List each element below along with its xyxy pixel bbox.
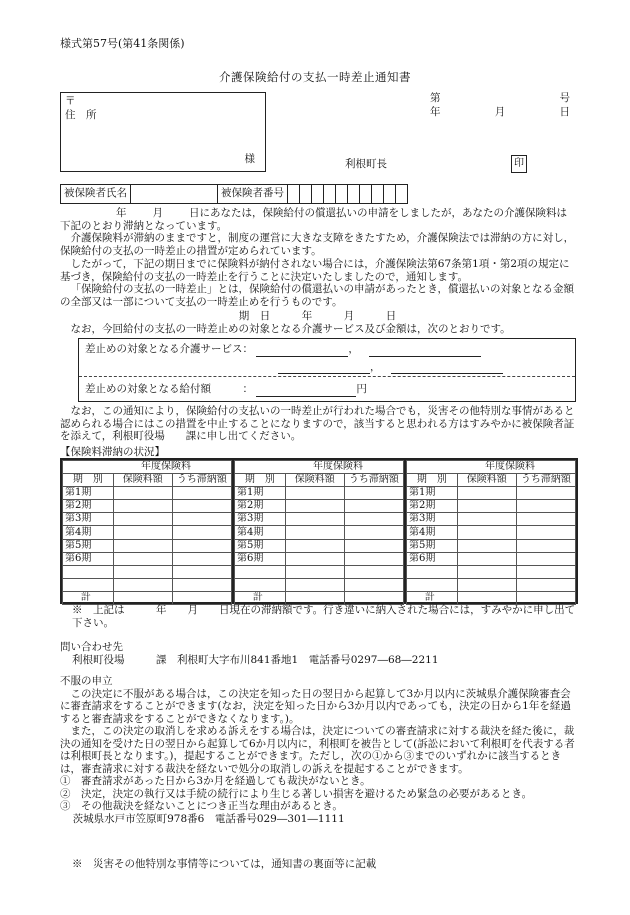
arrears-note: ※ 上記は 年 月 日現在の滞納額です。行き違いに納入された場合には，すみやかに申し出て下さい。 (72, 604, 576, 629)
insured-number-digit[interactable] (372, 185, 384, 204)
paragraph-decision: したがって，下記の期日までに保険料が納付されない場合には，介護保険法第67条第1項・第2項の規定に基づき，保険給付の支払の一時差止を行うことに決定いたしましたので，通知します。 (60, 257, 570, 283)
appeal-section (60, 675, 576, 825)
contact-line: 利根町役場 課 利根町大字布川841番地1 電話番号0297―68―2211 (72, 654, 439, 666)
seal-mark: 印 (511, 155, 527, 173)
insured-number-digit[interactable] (288, 185, 300, 204)
target-service-field[interactable] (369, 345, 481, 357)
insured-name-label: 被保険者氏名 (61, 185, 131, 204)
issue-date: 年 月 日 (430, 106, 570, 118)
target-amount-row (85, 383, 367, 397)
table-row: 第3期 (407, 513, 576, 526)
table-row: 第1期 (235, 487, 404, 500)
issuer: 利根町長 (345, 158, 387, 170)
table-row (407, 565, 576, 578)
table-row-total: 計 (407, 591, 576, 604)
insured-number-digit[interactable] (348, 185, 360, 204)
table-row (63, 578, 232, 591)
arrears-year-block: 年度保険料 期 別 保険料額 うち滞納額 第1期 第2期 第3期 第4期 第5期 第6期 計 (406, 460, 576, 602)
paragraph-definition: 「保険給付の支払の一時差止」とは，保険給付の償還払いの申請があったとき，償還払いの対象となる金額の全部又は一部について支払の一時差止めを行うものです。 (60, 283, 574, 308)
contact-heading: 問い合わせ先 (60, 641, 123, 653)
form-number: 様式第57号(第41条関係) (60, 37, 185, 50)
appeal-heading: 不服の申立 (60, 675, 113, 687)
appeal-office: 茨城県水戸市笠原町978番6 電話番号029―301―1111 (72, 812, 345, 825)
arrears-year-block: 年度保険料 期 別 保険料額 うち滞納額 第1期 第2期 第3期 第4期 第5期 第6期 計 (62, 460, 234, 602)
table-row: 第1期 (63, 487, 232, 500)
table-row (235, 565, 404, 578)
insured-number-digit[interactable] (300, 185, 312, 204)
honorific: 様 (244, 153, 255, 166)
table-row: 第5期 (235, 539, 404, 552)
notice-body-2 (60, 405, 575, 443)
deadline: 期 日 年 月 日 (238, 309, 397, 322)
insured-identity-table (60, 184, 408, 204)
insured-name-field[interactable] (131, 185, 218, 204)
insured-number-digit[interactable] (360, 185, 372, 204)
insured-number-digit[interactable] (384, 185, 396, 204)
target-service-field[interactable] (256, 345, 348, 357)
table-row: 第6期 (235, 552, 404, 565)
document-number: 第 号 (430, 92, 570, 104)
table-row (235, 578, 404, 591)
appeal-paragraph-review: この決定に不服がある場合は，この決定を知った日の翌日から起算して3か月以内に茨城県介護保険審査会に審査請求をすることができます(なお，決定を知った日から3か月以内であっても，決定の日から1年を経過すると審査請求をすることができなくなります。)。 (60, 687, 571, 725)
table-row: 第2期 (235, 500, 404, 513)
table-row: 第3期 (235, 513, 404, 526)
table-row: 第6期 (63, 552, 232, 565)
table-row-total: 計 (63, 591, 232, 604)
insured-number-digit[interactable] (324, 185, 336, 204)
table-row: 第2期 (63, 500, 232, 513)
paragraph-exception: なお，この通知により，保険給付の支払いの一時差止が行われた場合でも，災害その他特別な事情があると認められる場合にはこの措置を中止することになりますので，該当すると思われる方はすみやかに被保険者証を添えて，利根町役場 課に申し出てください。 (60, 405, 575, 443)
table-row: 第4期 (235, 526, 404, 539)
table-row-total: 計 (235, 591, 404, 604)
table-row: 第3期 (63, 513, 232, 526)
arrears-status-heading: 【保険料滞納の状況】 (60, 446, 165, 458)
table-row: 第6期 (407, 552, 576, 565)
insured-number-digit[interactable] (312, 185, 324, 204)
yen-unit: 円 (356, 383, 367, 395)
paragraph-application: 年 月 日にあなたは，保険給付の償還払いの申請をしましたが，あなたの介護保険料は下記のとおり滞納となっています。 (60, 207, 567, 232)
appeal-item: ① 審査請求があった日から3か月を経過しても裁決がないとき。 (60, 775, 371, 787)
contact-section (60, 641, 439, 667)
insured-number-digit[interactable] (396, 185, 408, 204)
target-service-row: 差止めの対象となる介護サービス： ， ， (85, 343, 503, 374)
suspension-target-box (78, 338, 576, 402)
divider (79, 376, 575, 377)
insured-number-digit[interactable] (336, 185, 348, 204)
table-row: 第5期 (407, 539, 576, 552)
paragraph-target-intro: なお，今回給付の支払の一時差止めの対象となる介護サービス及び金額は，次のとおりです。 (70, 323, 511, 336)
table-row (407, 578, 576, 591)
arrears-year-block: 年度保険料 期 別 保険料額 うち滞納額 第1期 第2期 第3期 第4期 第5期 第6期 計 (234, 460, 406, 602)
notice-body (60, 207, 575, 336)
appeal-item: ② 決定，決定の執行又は手続の続行により生じる著しい損害を避けるため緊急の必要があるとき。 (60, 787, 533, 800)
table-row: 第2期 (407, 500, 576, 513)
arrears-table (60, 458, 578, 604)
table-row: 第4期 (407, 526, 576, 539)
appeal-item: ③ その他裁決を経ないことにつき正当な理由があるとき。 (60, 800, 343, 812)
address-box (60, 92, 266, 172)
table-row: 第4期 (63, 526, 232, 539)
target-service-label: 差止めの対象となる介護サービス： (85, 343, 253, 355)
special-circumstances-note: ※ 災害その他特別な事情等については，通知書の裏面等に記載 (72, 858, 377, 870)
appeal-paragraph-lawsuit: また，この決定の取消しを求める訴えをする場合は，決定についての審査請求に対する裁決を経た後に，裁決の通知を受けた日の翌日から起算して6か月以内に，利根町を被告として(訴訟において利根町を代表する者は利根町長となります。)，提起することができます。ただし，次の①から③までのいずれかに該当するときは，審査請求に対する裁決を経ないで処分の取消しの訴えを提起することができます。 (60, 725, 575, 775)
target-amount-field[interactable] (256, 385, 356, 397)
target-amount-label: 差止めの対象となる給付額 ： (85, 383, 253, 395)
table-row (63, 565, 232, 578)
paragraph-system: 介護保険料が滞納のままですと，制度の運営に大きな支障をきたすため，介護保険法では滞納の方に対し，保険給付の支払の一時差止の措置が定められています。 (60, 232, 575, 258)
address-label: 住 所 (65, 109, 97, 121)
table-row: 第1期 (407, 487, 576, 500)
document-title: 介護保険給付の支払一時差止通知書 (219, 70, 411, 84)
insured-number-label: 被保険者番号 (218, 185, 288, 204)
table-row: 第5期 (63, 539, 232, 552)
target-service-field[interactable] (278, 362, 370, 374)
target-service-field[interactable] (391, 362, 503, 374)
postal-mark: 〒 (65, 95, 76, 107)
